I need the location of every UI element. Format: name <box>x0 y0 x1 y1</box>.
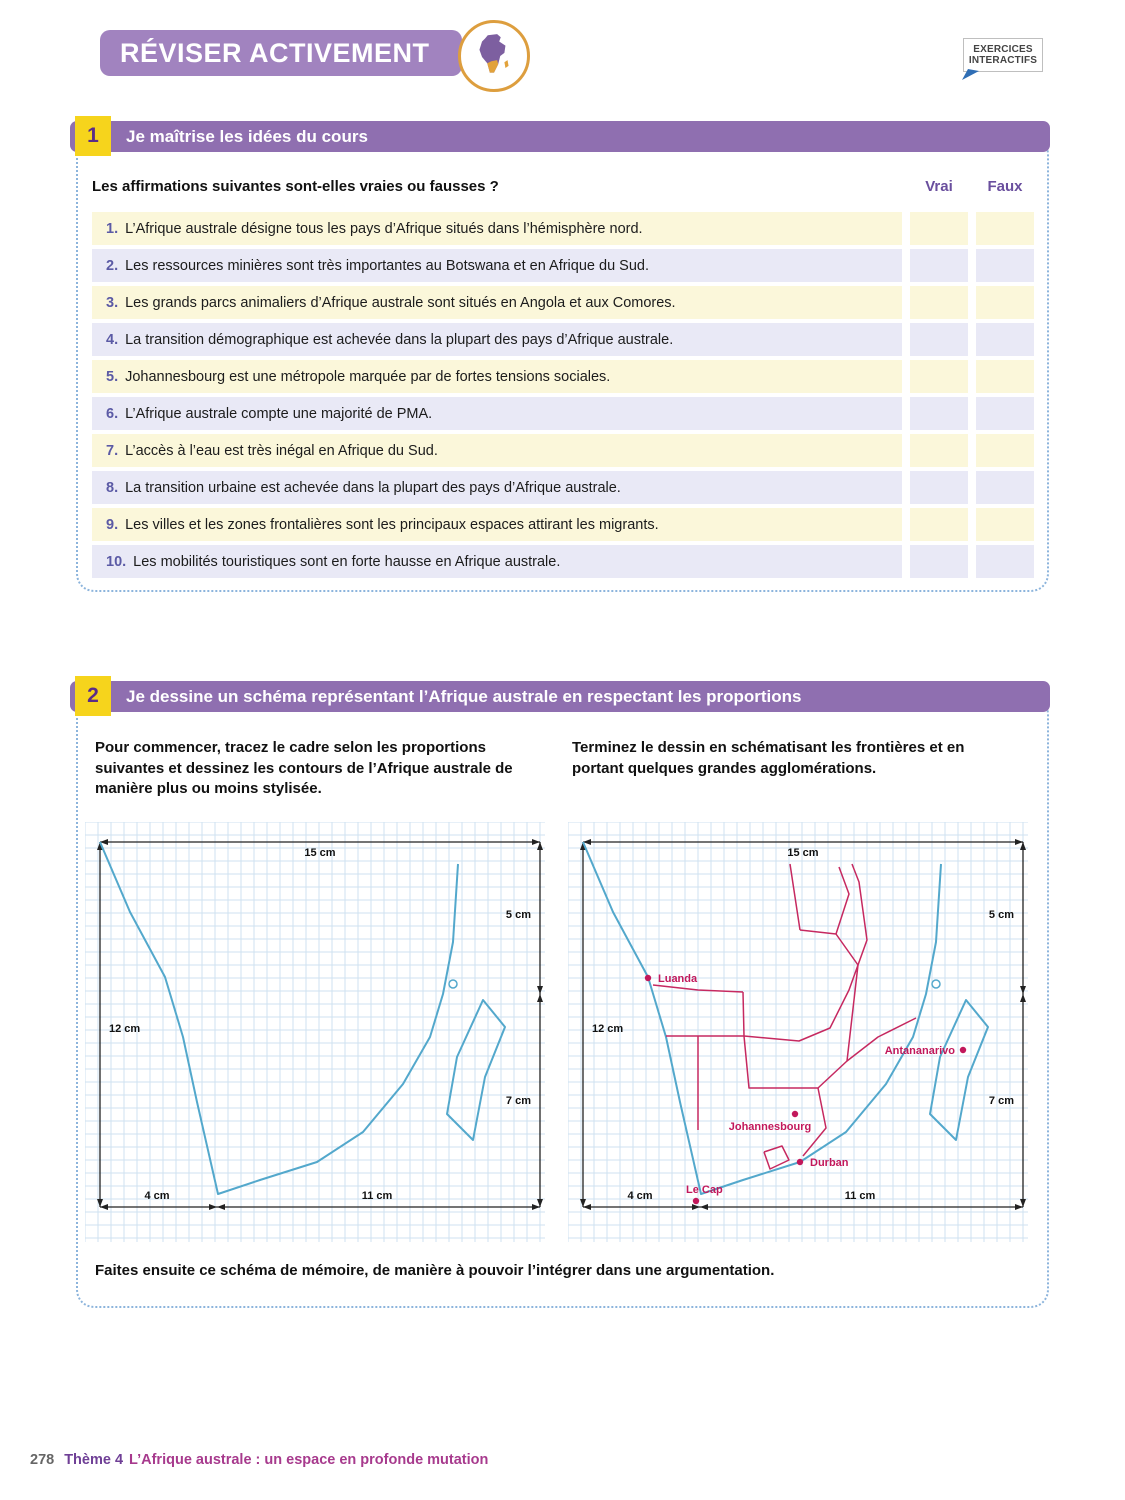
statement-number: 2. <box>106 257 119 274</box>
statement-text <box>92 249 902 282</box>
statements-list <box>92 212 1034 582</box>
instruction-right: Terminez le dessin en schématisant les frontières et en portant quelques grandes agglomérations. <box>572 739 965 777</box>
statement-text <box>92 471 902 504</box>
svg-text:11 cm: 11 cm <box>844 1190 876 1202</box>
statement-number: 1. <box>106 220 119 237</box>
faux-answer-cell[interactable] <box>976 471 1034 504</box>
section1-number-tab: 1 <box>75 116 111 156</box>
svg-text:Antananarivo: Antananarivo <box>884 1045 955 1057</box>
vrai-answer-cell[interactable] <box>910 397 968 430</box>
faux-answer-cell[interactable] <box>976 434 1034 467</box>
interactive-exercises-badge[interactable] <box>963 38 1043 72</box>
statement-number: 10. <box>106 553 127 570</box>
svg-text:4 cm: 4 cm <box>627 1190 653 1202</box>
statement-text <box>92 212 902 245</box>
statement-text <box>92 545 902 578</box>
page-number: 278 <box>30 1452 55 1468</box>
vrai-answer-cell[interactable] <box>910 508 968 541</box>
vrai-answer-cell[interactable] <box>910 360 968 393</box>
svg-text:5 cm: 5 cm <box>988 909 1014 921</box>
svg-text:Durban: Durban <box>810 1157 849 1169</box>
instruction-outro: Faites ensuite ce schéma de mémoire, de manière à pouvoir l’intégrer dans une argumentation. <box>95 1262 775 1279</box>
statement-number: 7. <box>106 442 119 459</box>
column-header-faux: Faux <box>987 178 1023 195</box>
statement-text <box>92 508 902 541</box>
statement-label: Les mobilités touristiques sont en forte hausse en Afrique australe. <box>133 553 561 570</box>
statement-text <box>92 286 902 319</box>
svg-text:Le Cap: Le Cap <box>686 1184 723 1196</box>
vrai-answer-cell[interactable] <box>910 545 968 578</box>
statement-label: Les villes et les zones frontalières sont les principaux espaces attirant les migrants. <box>125 516 659 533</box>
statement-row <box>92 212 1034 245</box>
vrai-answer-cell[interactable] <box>910 323 968 356</box>
banner-title: RÉVISER ACTIVEMENT <box>120 38 430 68</box>
page-footer <box>30 1452 488 1468</box>
faux-answer-cell[interactable] <box>976 397 1034 430</box>
diagram-complete-with-borders <box>568 822 1028 1242</box>
vrai-answer-cell[interactable] <box>910 286 968 319</box>
theme-label: Thème 4 <box>64 1452 124 1468</box>
statement-label: Johannesbourg est une métropole marquée par de fortes tensions sociales. <box>125 368 611 385</box>
theme-title: L’Afrique australe : un espace en profonde mutation <box>129 1452 489 1468</box>
statement-number: 8. <box>106 479 119 496</box>
badge-line2: INTERACTIFS <box>968 55 1038 66</box>
svg-text:15 cm: 15 cm <box>304 847 336 859</box>
statement-text <box>92 360 902 393</box>
statement-label: L’Afrique australe désigne tous les pays d’Afrique situés dans l’hémisphère nord. <box>125 220 643 237</box>
statement-number: 9. <box>106 516 119 533</box>
page-banner <box>100 30 462 76</box>
statement-row <box>92 434 1034 467</box>
section2-number-tab: 2 <box>75 676 111 716</box>
diagram-blank-outline <box>85 822 545 1242</box>
faux-answer-cell[interactable] <box>976 212 1034 245</box>
cursor-icon <box>962 65 980 81</box>
section2-header <box>70 681 1050 712</box>
statement-text <box>92 323 902 356</box>
svg-text:7 cm: 7 cm <box>505 1095 531 1107</box>
question-text: Les affirmations suivantes sont-elles vraies ou fausses ? <box>92 178 499 195</box>
faux-answer-cell[interactable] <box>976 249 1034 282</box>
svg-text:12 cm: 12 cm <box>592 1023 624 1035</box>
statement-row <box>92 249 1034 282</box>
statement-label: La transition urbaine est achevée dans la plupart des pays d’Afrique australe. <box>125 479 621 496</box>
statement-number: 6. <box>106 405 119 422</box>
africa-icon <box>458 20 530 92</box>
statement-row <box>92 323 1034 356</box>
section1-header <box>70 121 1050 152</box>
statement-number: 4. <box>106 331 119 348</box>
column-header-vrai: Vrai <box>925 178 953 195</box>
badge-line1: EXERCICES <box>973 44 1033 55</box>
statement-text <box>92 434 902 467</box>
statement-label: L’Afrique australe compte une majorité de PMA. <box>125 405 433 422</box>
instruction-left: Pour commencer, tracez le cadre selon les proportions suivantes et dessinez les contours de l’Afrique australe de manière plus ou moins stylisée. <box>95 739 513 798</box>
svg-text:5 cm: 5 cm <box>505 909 531 921</box>
vrai-answer-cell[interactable] <box>910 434 968 467</box>
svg-text:7 cm: 7 cm <box>988 1095 1014 1107</box>
statement-row <box>92 360 1034 393</box>
statement-row <box>92 471 1034 504</box>
statement-label: L’accès à l’eau est très inégal en Afrique du Sud. <box>125 442 438 459</box>
faux-answer-cell[interactable] <box>976 545 1034 578</box>
africa-silhouette-icon <box>468 30 520 82</box>
statement-row <box>92 286 1034 319</box>
faux-answer-cell[interactable] <box>976 323 1034 356</box>
vrai-answer-cell[interactable] <box>910 212 968 245</box>
statement-row <box>92 397 1034 430</box>
statement-row <box>92 508 1034 541</box>
question-row <box>92 178 1034 195</box>
statement-number: 3. <box>106 294 119 311</box>
faux-answer-cell[interactable] <box>976 286 1034 319</box>
section2-title: Je dessine un schéma représentant l’Afrique australe en respectant les proportions <box>126 687 802 706</box>
svg-text:11 cm: 11 cm <box>361 1190 393 1202</box>
svg-text:Johannesbourg: Johannesbourg <box>728 1121 812 1133</box>
statement-label: Les ressources minières sont très importantes au Botswana et en Afrique du Sud. <box>125 257 649 274</box>
faux-answer-cell[interactable] <box>976 360 1034 393</box>
statement-label: Les grands parcs animaliers d’Afrique australe sont situés en Angola et aux Comores. <box>125 294 676 311</box>
statement-label: La transition démographique est achevée dans la plupart des pays d’Afrique australe. <box>125 331 674 348</box>
svg-text:Luanda: Luanda <box>658 973 698 985</box>
vrai-answer-cell[interactable] <box>910 249 968 282</box>
statement-number: 5. <box>106 368 119 385</box>
svg-text:12 cm: 12 cm <box>109 1023 141 1035</box>
statement-text <box>92 397 902 430</box>
svg-text:4 cm: 4 cm <box>144 1190 170 1202</box>
section1-title: Je maîtrise les idées du cours <box>126 127 368 146</box>
faux-answer-cell[interactable] <box>976 508 1034 541</box>
vrai-answer-cell[interactable] <box>910 471 968 504</box>
statement-row <box>92 545 1034 578</box>
svg-text:15 cm: 15 cm <box>787 847 819 859</box>
